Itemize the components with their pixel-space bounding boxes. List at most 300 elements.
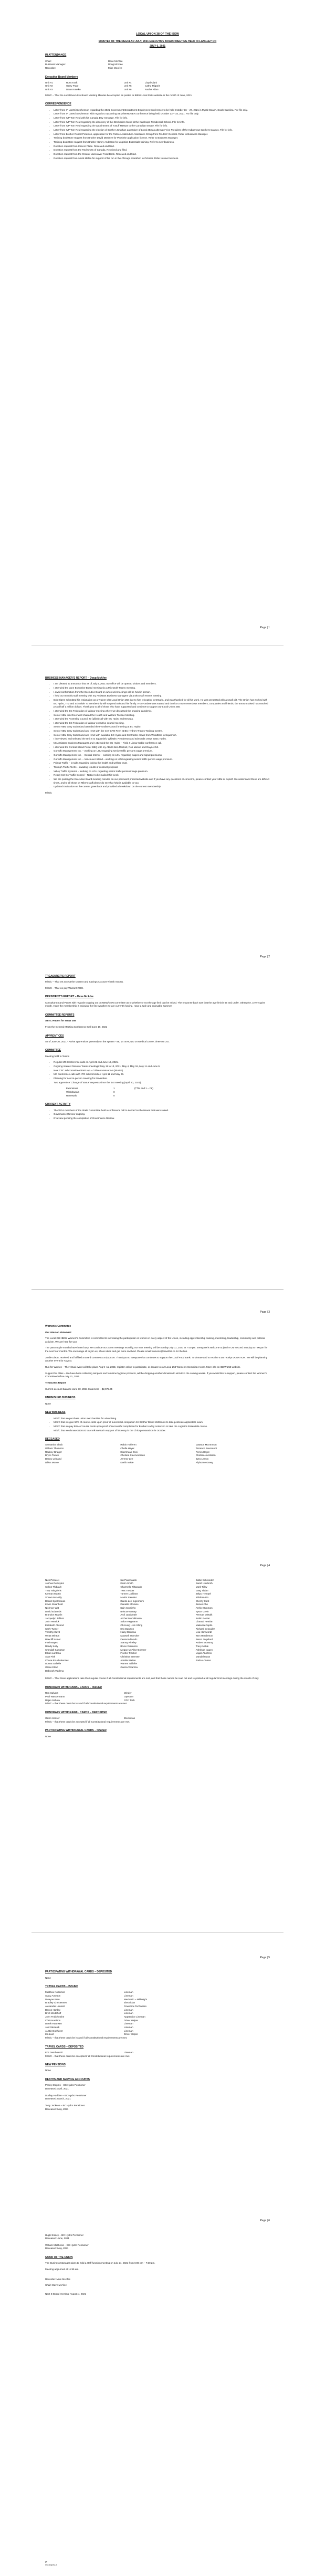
name-entry: Ethan Lantana <box>45 1652 61 1655</box>
transfer-row-cell: 0 <box>113 1094 115 1097</box>
name-entry: Samantha Black <box>45 1443 63 1447</box>
honorary-issued-row-cell: Paul Wassermann <box>45 1695 65 1698</box>
name-entry: Sherrly Cant <box>195 1599 209 1602</box>
name-entry: Nichnoe Witt <box>45 1606 59 1609</box>
bm-report-item: • Gorruffo Management Inc. – Central Interior – working on LOU regarding wages and signal premiums. <box>54 754 270 757</box>
correspondence-heading: CORRESPONDENCE <box>45 102 71 106</box>
womens-para-1: The past couple months have been busy, we continue our Zoom meetings monthly, our next meeting will be Sunday July 11, 2021 at 7:00 pm. Everyone is welcome to join in! Our second Sunday at 7:00 pm for the next four months. We encourage all to join us, share ideas and get more involved. Please email womens@ibew258.ca for the link. <box>45 1346 268 1353</box>
name-entry: Eric Dawson <box>120 1627 134 1630</box>
death-entry-line: Hugh Smiley – BC Hydro Pensioner <box>45 2233 84 2236</box>
name-entry: Pervin Hayre <box>195 1450 210 1453</box>
name-entry: Briscoe Gerary <box>120 1610 137 1613</box>
adjournment: Meeting adjourned at 11:55 am. <box>45 2268 79 2271</box>
new-pensions-none: None <box>45 2069 51 2072</box>
travel-issued-row-cell: Joel Stecenik <box>45 2025 60 2029</box>
name-entry: Charmelle Tiltpaugh <box>120 1585 142 1588</box>
exec-member-row <box>45 81 270 85</box>
name-entry: Stanny Kinsley <box>120 1641 136 1644</box>
transfer-row <box>66 1094 201 1098</box>
good-of-union-text: The Business Manager plans to hold a staff function meeting on July 21, 2021 from 6:00 pm – 7:30 pm. <box>45 2262 155 2265</box>
correspondence-item: • Letter from IVP Tom Reid regarding the appointment of Yusuff Hassan to the Canadian senate. File for info. <box>54 124 270 128</box>
name-entry: Ian Pasenaudo <box>120 1578 137 1581</box>
honorary-issued-heading: HONORARY WITHDRAWAL CARDS – ISSUED <box>45 1685 102 1689</box>
honorary-issued-row-cell: Rajan Sahota <box>45 1698 60 1702</box>
death-entry <box>45 2234 270 2241</box>
honorary-deposited-motion: M/S/C – that these cards be accepted if all Constitutional requirements are met. <box>45 1720 130 1723</box>
death-entry <box>45 2104 270 2111</box>
travel-issued-row <box>45 2033 270 2036</box>
womens-treasurer-heading: Treasurers Report <box>45 1381 66 1385</box>
new-business-item: • M/S/C that we purchase union merchandise for advertising. <box>54 1417 270 1421</box>
travel-deposited-motion: M/S/C – that these cards be accepted if all Constitutional requirements are met. <box>45 2054 130 2057</box>
motion-minutes: M/S/C – That the Local Executive Board Meeting Minutes be accepted as posted to IBEW Local 258's website in the month of June, 2021. <box>45 93 193 97</box>
bm-report-item: • Updated Evaluation on the current greenback and provided a breakdown on the current membership. <box>54 785 270 789</box>
honorary-issued-list <box>45 1692 270 1702</box>
name-entry: David Edwards <box>45 1610 61 1613</box>
womens-para-3: Run for Women – The virtual event will take place Aug 9–11, 2021; register online to participate, or donate to our Local 258 Women's Committee team. More info on IBEW 258 website. <box>45 1366 241 1369</box>
name-entry: Haisy Daikena <box>120 1631 136 1634</box>
honorary-deposited-heading: HONORARY WITHDRAWAL CARDS – DEPOSITED <box>45 1711 108 1714</box>
name-entry: Tess Tresber <box>120 1589 134 1592</box>
name-entry: Nick Petrucci <box>45 1578 59 1581</box>
travel-issued-row-cell: Brett Wedshoff <box>45 2012 61 2015</box>
new-business-item: • M/S/C that we donate $300.00 to Amrik Mehta in support of his entry in the Chicago Marathon in October. <box>54 1429 270 1433</box>
officer-row <box>45 67 270 70</box>
name-entry: Greg Tiolan <box>195 1589 208 1592</box>
name-entry: Lisa Hornwordt <box>195 1631 212 1634</box>
travel-deposited-row <box>45 2051 270 2055</box>
bm-report-item: • I await confirmation from the Executive Board on when unit meetings will be held in person. <box>54 691 270 694</box>
correspondence-item: • Training bookstore request from Brother Harley Anderson for Logistics Essentials training. Refer to new business. <box>54 141 270 144</box>
exec-members-table <box>45 81 270 92</box>
womens-committee-heading: Women's Committee <box>45 1325 71 1328</box>
travel-issued-row <box>45 2012 270 2015</box>
good-of-union-heading: GOOD OF THE UNION <box>45 2256 73 2260</box>
travel-issued-row-cell: Mechanic – Millwright <box>124 1998 147 2001</box>
president-text: Consultant Stand Panes with regards to going out on NEW/GEN committee as to whether or not the age limit can be raised. The response back was that the age limit is 65 and under. Otherwise, a very quiet month. Hope the membership is enjoying the fine weather we are currently having. Have a safe and enjoyable summer. <box>45 1001 265 1008</box>
bm-report-item: • We are posting the Executive Board meeting minutes on our password protected website and if you have any questions or concerns, please contact your ABM or myself. We understand these are difficult times, and to all those on Mike’s staff please do see that help is available to you. <box>54 778 270 785</box>
document-page-2 <box>0 646 315 1289</box>
name-entry: Christina Beresse <box>120 1655 140 1659</box>
names-columns-2 <box>45 1579 270 1673</box>
new-business-item: • M/S/C that we pay 50% of course costs upon proof of successful completion for Brother Harley Anderson to take the Logistics Essentials course. <box>54 1425 270 1429</box>
bm-report-item: • I attended the BC Federation of Labour meeting where we discussed the ongoing pandemic. <box>54 710 270 713</box>
name-entry: Pennae Mintalk <box>195 1613 213 1617</box>
names-motion: M/S/C – That these applications take their regular course if all Constitutional requirements are met, and that these names be read out and re-posted at all regular Unit meetings during the month of July. <box>45 1677 259 1680</box>
minutes-subtitle: MINUTES OF THE REGULAR JULY, 2021 EXECUTIVE BOARD MEETING HELD IN LANGLEY ON <box>98 39 217 43</box>
participating-deposited-heading: PARTICIPATING WITHDRAWAL CARDS – DEPOSITED <box>45 1970 112 1974</box>
apprentices-heading: APPRENTICES <box>45 1034 64 1038</box>
current-activity-item: • Governance Review ongoing. <box>54 1113 270 1116</box>
page-number: Page | 4 <box>260 1564 270 1568</box>
travel-issued-row-cell: Matthew Anderson <box>45 1991 66 1994</box>
officer-row-cell: Business Manager: <box>45 63 66 66</box>
page-number: Page | 3 <box>260 1311 270 1314</box>
travel-issued-row-cell: Lineman <box>124 2012 133 2015</box>
name-entry: Joshua Torres <box>195 1659 211 1662</box>
name-entry: Salon Hegmann <box>120 1620 138 1623</box>
travel-issued-row-cell: Driver Helper <box>124 2019 139 2022</box>
name-entry: Terrence Baumannt <box>195 1447 217 1450</box>
exec-member-row-cell: Lloyd Clark <box>145 81 157 84</box>
officer-row-cell: Chair: <box>45 59 52 62</box>
committee-heading: COMMITTEE REPORTS <box>45 1013 75 1017</box>
name-entry: Tyson Grein <box>195 1610 209 1613</box>
participating-deposited-none: None <box>45 1976 51 1979</box>
correspondence-item: • Letter from IVP Tom Reid regarding the discovery of the 215 bodies found at the Kamloops Residential School. File for info. <box>54 121 270 124</box>
mission-heading: Our mission statement <box>45 1331 71 1334</box>
exec-member-row-cell: Gerry Pope <box>66 85 79 88</box>
committee-item: • Ongoing Interest Resolve Teams meetings: May 11 to 13, 2021; May 4, May 18, May 11 and June 9. <box>54 1065 270 1069</box>
committee-item: • Planning for next in-person meeting for November. <box>54 1077 270 1081</box>
document-page-3 <box>0 1290 315 1933</box>
chair-signoff: Chair: Dave McAfee <box>45 2284 67 2287</box>
transfer-row-cell <box>134 1091 201 1094</box>
exec-member-row-cell: Rachel Allan <box>145 88 159 91</box>
travel-issued-motion: M/S/C – that these cards be issued if all Constitutional requirements are met. <box>45 2036 128 2039</box>
correspondence-item: • Letter from IP Loretti Stephenson regarding the 2021 Government Department Employees Conference to be held October 16 – 27, 2021 in Myrtle Beach, South Carolina. For file only. <box>54 109 270 112</box>
bm-report-item: • Gorruffo Management Inc. – working on LOU regarding senior traffic persons wage premium. <box>54 749 270 753</box>
exec-member-row-cell: Unit #5 <box>124 85 132 88</box>
page-number: Page | 1 <box>260 626 270 629</box>
name-entry: Carly Turner <box>45 1627 59 1630</box>
abtc-from: From the General Meeting Conference Call June 16, 2021 <box>45 1025 108 1028</box>
honorary-issued-row <box>45 1695 270 1699</box>
name-entry: Chantal Hemlan <box>195 1620 213 1623</box>
name-entry: Donna Gallelle <box>45 1662 61 1665</box>
name-entry: Daniel Spellmanas <box>45 1599 66 1602</box>
travel-issued-row-cell: Lineman <box>124 2008 133 2011</box>
travel-issued-row <box>45 2030 270 2033</box>
travel-issued-row-cell: Driver Helper <box>124 2033 139 2036</box>
names-column <box>196 1579 270 1673</box>
name-entry: Colton Thibault <box>45 1585 61 1588</box>
travel-issued-row-cell: Chris Harrison <box>45 2019 61 2022</box>
travel-issued-heading: TRAVEL CARDS – ISSUED <box>45 1985 78 1989</box>
next-meeting: Next E Board meeting: August 4, 2021 <box>45 2293 87 2295</box>
names-column <box>120 1579 194 1673</box>
name-entry: Jeremy Lee <box>120 1458 133 1461</box>
name-entry: Sarah Holdersh <box>195 1582 213 1585</box>
unfinished-none: None <box>45 1402 51 1405</box>
travel-issued-row-cell: Electrician <box>124 2001 135 2004</box>
bm-report-item: • I am pleased to announce that as of July 5, 2021 our office will be open to visitors and members. <box>54 682 270 686</box>
name-entry: Desmond Marlc <box>120 1638 138 1641</box>
exec-member-row <box>45 85 270 88</box>
officer-row-cell: Recorder: <box>45 66 56 69</box>
names-column <box>120 1443 194 1464</box>
travel-issued-row <box>45 2015 270 2019</box>
committee-item: • Regular MC Conference calls on April 21 and June 16, 2021. <box>54 1061 270 1064</box>
bm-report-item: • Ready Set Go Traffic Control – Notice to be mailed this week. <box>54 774 270 777</box>
name-entry: Elizabeth Atwood <box>45 1624 64 1627</box>
pay-motion: M/S/C – That we pay Warrant #608. <box>45 986 84 989</box>
travel-issued-row <box>45 2019 270 2023</box>
travel-issued-row-cell: Apprentice Lineman <box>124 2015 145 2018</box>
travel-issued-row-cell: Lineman <box>124 1991 133 1994</box>
bm-report-item: • I attended the June Executive Board meeting via a Microsoft Teams meeting. <box>54 687 270 690</box>
mission-text: The Local 258 IBEW Women's Committee is committed to increasing the participation of women in every aspect of the Union, including apprenticeship training, mentoring, leadership, community and political activism. We are here for you! <box>45 1337 265 1343</box>
name-entry: Maxwell Stoecker <box>120 1634 140 1638</box>
honorary-deposited-list <box>45 1717 270 1720</box>
travel-issued-row <box>45 1998 270 2002</box>
travel-deposited-heading: TRAVEL CARDS – DEPOSITED <box>45 2045 84 2049</box>
name-entry: Eddie Schroeder <box>195 1578 214 1581</box>
honorary-issued-row-cell: Winder <box>124 1692 132 1695</box>
name-entry: Crandall Sampson <box>45 1648 65 1651</box>
bm-report-item: • My Assistant Business Managers and I attended the BC Hydro – Field 4 Linear Cable conference call. <box>54 742 270 745</box>
document-title: LOCAL UNION 38 OF THE IBEW <box>136 33 179 36</box>
name-entry: Bruce Robinson <box>120 1645 138 1648</box>
deaths-list-continued <box>45 2234 270 2251</box>
unfinished-heading: UNFINISHED BUSINESS <box>45 1396 76 1400</box>
name-entry: Tarn Henderson <box>195 1634 213 1638</box>
transfers-table <box>66 1087 201 1097</box>
travel-issued-row <box>45 2009 270 2012</box>
honorary-deposited-row-cell: Gavin Kesser <box>45 1717 60 1720</box>
name-entry: Mandal Mays <box>195 1655 211 1659</box>
correspondence-item: • Training bookstore request from Brother David Martinez for Pinebrite application license. Refer to Business Manager. <box>54 136 270 140</box>
travel-issued-list <box>45 1991 270 2036</box>
name-entry: Arcil Jauddeale <box>120 1613 137 1617</box>
bm-report-item: • Triumph Traffic Techs – awaiting results of contract proposal. <box>54 766 270 769</box>
minutes-date: JULY 6, 2021 <box>149 45 166 48</box>
apprentices-text: As of June 30, 2021 - Active apprentices presently on the system - 88; 14 ISAs; two on Medical Leave; three on LTD. <box>45 1040 170 1043</box>
correspondence-item: • Donation request from the Red Cross of Canada. Received and filed. <box>54 149 270 152</box>
name-entry: Shawn McNally <box>45 1596 62 1599</box>
exec-member-row-cell: Unit #4 <box>124 81 132 84</box>
name-entry: Dain Coutinho <box>120 1606 136 1609</box>
honorary-issued-row <box>45 1699 270 1703</box>
correspondence-item: • Donation request from Amrik Mehta for support of his run in the Chicago marathon in October. Refer to new business. <box>54 157 270 161</box>
footer-note: ja/ mct-eopeu-9 <box>45 2560 57 2567</box>
travel-issued-row <box>45 2026 270 2030</box>
new-business-heading: NEW BUSINESS <box>45 1411 66 1414</box>
bm-report-item: • I held our monthly staff meeting with my Assistant Business Managers via a Microsoft Teams meeting. <box>54 694 270 698</box>
committee-item: • MC conference calls with IPO subcommittee: April 11 and May 26. <box>54 1073 270 1076</box>
name-entry: Dillon Moore <box>45 1461 59 1464</box>
name-entry: Grace Elmz <box>45 1666 58 1669</box>
transfer-row-cell: Withdrawals <box>66 1090 80 1093</box>
name-entry: Chelsea Jacobsen <box>195 1454 216 1457</box>
treasurer-heading: TREASURER'S REPORT <box>45 974 76 978</box>
bm-report-item: • Senior ABM Gary Sutherland and I met with the new CFO Fenn at BC Hydro’s Trades Training Centre. <box>54 730 270 733</box>
committee-item: • New CPC subcommittee WAP rep – Colleen Mancerova (IBAEE). <box>54 1069 270 1073</box>
name-entry: John Henrick <box>45 1620 59 1623</box>
name-entry: Kerith Noltie <box>120 1461 134 1464</box>
name-entry: Chelsea Steenvoorden <box>120 1454 145 1457</box>
bm-report-list <box>45 682 270 789</box>
current-activity-list <box>45 1109 270 1121</box>
bm-report-item: • I attended the Central Island Power BBQ with my ABM’s Ben Mitchell, Rob Manne and Dwyne Gill. <box>54 746 270 749</box>
honorary-issued-row-cell: Operator <box>124 1695 134 1698</box>
page-number: Page | 6 <box>260 2219 270 2223</box>
names-column <box>45 1579 119 1673</box>
name-entry: Brandon Nowlin <box>45 1613 62 1617</box>
names-column <box>45 1443 119 1464</box>
name-entry: Robin Holleren <box>120 1443 136 1447</box>
travel-issued-row-cell: Powerline Technician <box>124 2005 147 2008</box>
travel-issued-row-cell: Dwayne Brau <box>45 1998 60 2001</box>
exec-member-row <box>45 88 270 92</box>
travel-issued-row <box>45 1994 270 1998</box>
bm-report-item: • Primus Traffic – in talks regarding joining the health and welfare trust. <box>54 762 270 765</box>
exec-members-heading: Executive Board Members <box>45 75 78 79</box>
deceased-heading: DECEASED <box>45 1438 60 1441</box>
name-entry: Kirkthen Lin <box>195 1596 209 1599</box>
name-entry: Jacquelyn Jeffers <box>45 1617 64 1620</box>
travel-issued-row <box>45 2005 270 2009</box>
name-entry: Kevin Smith <box>120 1582 133 1585</box>
correspondence-item: • Donation request from Cancer Place. Received and filed. <box>54 145 270 149</box>
travel-issued-row-cell: Lineman <box>124 2022 133 2025</box>
page-number: Page | 5 <box>260 1956 270 1959</box>
participating-issued-heading: PARTICIPATING WITHDRAWAL CARDS – ISSUED <box>45 1729 107 1733</box>
name-entry: Fischer Fischer <box>120 1652 137 1655</box>
honorary-deposited-row-cell: Electrician <box>124 1717 135 1720</box>
committee-sub-heading: COMMITTEE <box>45 1049 61 1052</box>
death-entry-line: Terry Jockson – BC Hydro Pensioner <box>45 2104 85 2107</box>
name-entry: Oh Hung Hsin Shing <box>120 1624 143 1627</box>
bm-report-item: • I interviewed and selected the Unit 6 to Squamish, Whistler, Pemberton and Edmonds crews at BC Hydro. <box>54 737 270 741</box>
bm-report-heading: BUSINESS MANAGER'S REPORT – Doug McAfee <box>45 677 107 680</box>
participating-issued-none: None <box>45 1735 51 1738</box>
name-entry: Jason Jaquilard <box>195 1638 213 1641</box>
exec-member-row-cell: Unit #1 <box>45 81 53 84</box>
bm-report-item: • Valley Traffic Systems – working on LOU regarding senior traffic persons wage premium. <box>54 770 270 774</box>
death-entry <box>45 2084 270 2091</box>
name-entry: Mark Tilley <box>195 1585 207 1588</box>
name-entry: Richard Descailer <box>195 1627 215 1630</box>
officer-row <box>45 60 270 64</box>
name-entry: Tracy Noble <box>195 1645 209 1648</box>
name-entry: Bryce Toews <box>45 1454 59 1457</box>
officers-table <box>45 60 270 70</box>
death-entry-line: Deceased: April, 2021 <box>45 2087 69 2090</box>
exec-member-row-cell: Unit #6 <box>124 88 132 91</box>
bm-report-item: • Senior ABM Gary Sutherland and I met with available BC Hydro and Contractor crews from Woodfibre in Squamish. <box>54 734 270 737</box>
death-entry-line: Dudley Hadden – BC Hydro Pensioner <box>45 2094 87 2097</box>
travel-issued-row-cell: Alexander Lennett <box>45 2005 65 2008</box>
name-entry: Rodney Bridger <box>45 1450 62 1453</box>
name-entry: Kiernan Martin <box>45 1592 61 1596</box>
abtc-heading: ABTC Report for IBEW 258 <box>45 1019 76 1022</box>
name-entry: Ezra Lemoy <box>195 1458 209 1461</box>
name-entry: Troy Tsingderis <box>45 1589 61 1592</box>
officer-row-cell: Mike McAfee <box>108 66 122 69</box>
death-entry-line: Deceased: May, 2021 <box>45 2247 69 2250</box>
correspondence-item: • Letter from IP Loretti Stephenson with regards to upcoming SEMI/WINDGEN conference being held October 13 – 15, 2021. For file only. <box>54 112 270 116</box>
new-business-list <box>45 1417 270 1433</box>
travel-issued-row-cell: John Frolichotche <box>45 2015 65 2018</box>
current-activity-item: • IF review pending the completion of Governance Review. <box>54 1117 270 1121</box>
transfer-row-cell: (TTM and 1 – FL) <box>134 1087 153 1090</box>
travel-issued-row-cell: Lineman <box>124 2029 133 2032</box>
correspondence-item: • Letter from IVP Tom Reid with his Canada Day message. File for info. <box>54 117 270 120</box>
name-entry: Danny Lebland <box>45 1458 61 1461</box>
current-activity-item: • The WGA members of the Abele Committee held a conference call to debrief on the issues that were raised. <box>54 1109 270 1113</box>
bm-report-item: • I attended the BC Federation of Labour executive council meeting. <box>54 722 270 725</box>
names-column <box>196 1443 270 1464</box>
name-entry: Randy Kelly <box>45 1645 58 1648</box>
page-number: Page | 2 <box>260 955 270 958</box>
transfer-row-cell: Extensions <box>66 1087 78 1090</box>
name-entry: Logan Tanbros <box>195 1652 212 1655</box>
womens-para-2: Jordie Dixon, received and fulfilled a Board comments at $105.00. Thank you to everyone that continues to support the Local Food Bank. To donate and to receive a tax receipt DONATION. We will be planning another event for August. <box>45 1356 268 1363</box>
travel-issued-row-cell: Bradley Christensen <box>45 2001 67 2004</box>
honorary-issued-row-cell: CPC Tech <box>124 1698 135 1702</box>
president-heading: PRESIDENT'S REPORT – Dave McAfee <box>45 995 94 999</box>
death-entry-line: Deceased: March, 2021 <box>45 2097 71 2100</box>
travel-issued-row-cell: Ian Luxt <box>45 2033 54 2036</box>
name-entry: Alphonse Greey <box>195 1461 213 1464</box>
death-entry-line: Deceased: June, 2021 <box>45 2237 69 2240</box>
name-entry: Robin Renter <box>195 1617 210 1620</box>
committee-item: • Two apprentice 'Change of status' requests since the last meeting (April 20, 2021). <box>54 1081 270 1085</box>
committee-list <box>45 1061 270 1084</box>
name-entry: Kevin Stuartfield <box>45 1603 63 1606</box>
correspondence-item: • Letter from Brother Robert Peterson, application for the Retiree Addendum Assistance Group from Reuters’ General. Refer to Business Manager. <box>54 133 270 136</box>
death-entry <box>45 2094 270 2101</box>
travel-issued-row-cell: Lineman <box>124 2025 133 2029</box>
name-entry: Dawson McAmmon <box>195 1443 217 1447</box>
bm-report-item: • Bob Kitzen submitted his resignation as a Trainer with Local Union 258 due to him relocating to Ontario, and was thanked for all his work. He was presented with a small gift. The Union has worked with BC Hydro, TIM and Schedule 'A' Membership will suspend Bob and his family. A GoFundMe was started and thanks to our tremendous members, companies and friends, the amount raised has reached proud half a million dollars. Thank you to all of those who have supported and continue to support our Local Union 258. <box>54 699 270 709</box>
travel-issued-row <box>45 2001 270 2005</box>
name-entry: Danielle McVane <box>120 1603 139 1606</box>
name-entry: William Thomson <box>45 1447 64 1450</box>
name-entry: Amelia Walton <box>120 1659 136 1662</box>
death-entry <box>45 2244 270 2251</box>
travel-deposited-row-cell: Eric Dembowski <box>45 2051 62 2054</box>
womens-treasurer-text: Current account balance June 30, 2021 Statement – $2,072.65 <box>45 1387 113 1390</box>
officer-row-cell: Dave McAfee <box>108 59 123 62</box>
name-entry: Ashleigh Nagen <box>195 1648 213 1651</box>
transfer-row-cell: 0 <box>113 1090 115 1093</box>
name-entry: Alan Fisk <box>45 1655 55 1659</box>
current-activity-heading: CURRENT ACTIVITY <box>45 1103 71 1106</box>
name-entry: Chase Rouch-Benzes <box>45 1659 69 1662</box>
travel-deposited-row-cell: Lineman <box>124 2051 133 2054</box>
name-entry: Makeela Coplin <box>195 1624 213 1627</box>
new-business-item: • M/S/C that we give 50% of course costs upon proof of successful completion for Brother David McDonnis to take pesticide applicators exam. <box>54 1421 270 1424</box>
correspondence-list <box>45 109 270 161</box>
name-entry: Megan McAlise-Bohmer <box>120 1648 146 1651</box>
deaths-list <box>45 2084 270 2111</box>
travel-issued-row-cell: Lineman <box>124 1994 133 1998</box>
name-entry: Archer McCallmann <box>120 1617 142 1620</box>
exec-member-row-cell: Unit #3 <box>45 88 53 91</box>
name-entry: Garcia Velarima <box>120 1666 138 1669</box>
name-entry: Danilo Lee Ingenheim <box>120 1599 144 1602</box>
exec-member-row-cell: Russ Kraft <box>66 81 78 84</box>
death-entry-line: Deceased: May, 2021 <box>45 2107 69 2110</box>
transfer-row <box>66 1091 201 1094</box>
name-entry: Wyatt Winton <box>45 1634 60 1638</box>
travel-issued-row-cell: Austin Dunhaver <box>45 2029 63 2032</box>
name-entry: Joshua DeBoyles <box>45 1582 64 1585</box>
bm-motion: M/S/C <box>45 791 52 794</box>
attendance-heading: IN ATTENDANCE <box>45 54 67 57</box>
recorder-signoff: Recorder: Mike McAfee <box>45 2277 70 2281</box>
bm-report-item: • Gorruffo Management Inc. – Vancouver Island – working on LOU regarding senior traffic person wage premium. <box>54 758 270 762</box>
honorary-deposited-row <box>45 1717 270 1720</box>
honorary-issued-row <box>45 1692 270 1695</box>
bm-report-item: • Senior ABM Gary Sutherland attended the Frontline Council meeting at BC Hydro. <box>54 725 270 729</box>
travel-issued-row-cell: Devon Hartley <box>45 2008 61 2011</box>
name-entry: Chelle Hayer <box>120 1447 134 1450</box>
exec-member-row-cell: Cathy Tsigaris <box>145 85 160 88</box>
bm-report-item: • Senior ABM Jim Greenwell chaired the Health and Welfare Trustee Meeting. <box>54 714 270 717</box>
